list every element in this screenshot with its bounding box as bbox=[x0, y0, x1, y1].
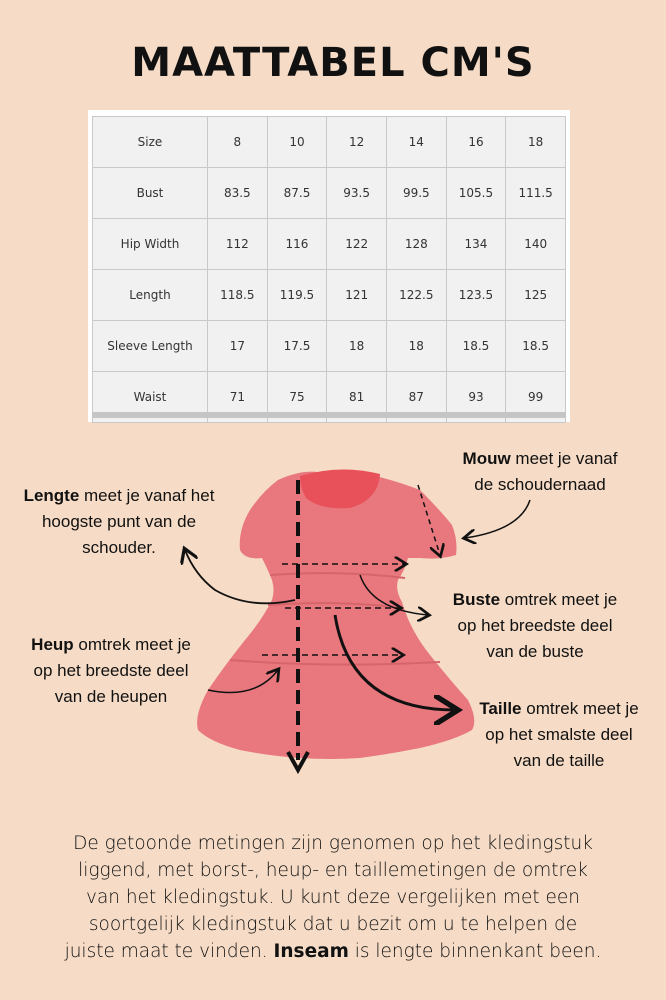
table-cell: 99.5 bbox=[386, 168, 446, 219]
table-cell: 119.5 bbox=[267, 270, 327, 321]
size-table bbox=[88, 110, 570, 422]
table-cell: 18.5 bbox=[506, 321, 566, 372]
table-row bbox=[93, 219, 566, 270]
table-cell: 71 bbox=[208, 372, 268, 423]
table-cell: 17.5 bbox=[267, 321, 327, 372]
table-row-label: Hip Width bbox=[93, 219, 208, 270]
table-cell: 14 bbox=[386, 117, 446, 168]
table-row bbox=[93, 270, 566, 321]
table-cell: 125 bbox=[506, 270, 566, 321]
table-cell: 93.5 bbox=[327, 168, 387, 219]
table-cell: 121 bbox=[327, 270, 387, 321]
table-cell: 87 bbox=[386, 372, 446, 423]
table-header-row bbox=[93, 117, 566, 168]
measurement-explanation: De getoonde metingen zijn genomen op het kledingstuk liggend, met borst-, heup- en taillemetingen de omtrek van het kledingstuk. U kunt deze vergelijken met een soortgelijk kledingstuk dat u bezit om u te helpen de juiste maat te vinden. Inseam is lengte binnenkant been. bbox=[64, 833, 602, 962]
table-cell: 87.5 bbox=[267, 168, 327, 219]
table-row bbox=[93, 321, 566, 372]
table-row bbox=[93, 168, 566, 219]
table-cell: 118.5 bbox=[208, 270, 268, 321]
table-cell: 93 bbox=[446, 372, 506, 423]
table-cell: 122 bbox=[327, 219, 387, 270]
table-cell: 123.5 bbox=[446, 270, 506, 321]
table-cell: 116 bbox=[267, 219, 327, 270]
table-cell: 105.5 bbox=[446, 168, 506, 219]
table-cell: 18.5 bbox=[446, 321, 506, 372]
table-cell: 12 bbox=[327, 117, 387, 168]
table-cell: 99 bbox=[506, 372, 566, 423]
table-cell: 16 bbox=[446, 117, 506, 168]
table-cell: 134 bbox=[446, 219, 506, 270]
table-cell: 18 bbox=[506, 117, 566, 168]
table-cell: 81 bbox=[327, 372, 387, 423]
table-cell: 111.5 bbox=[506, 168, 566, 219]
table-cell: 18 bbox=[386, 321, 446, 372]
table-cell: 8 bbox=[208, 117, 268, 168]
note-length: Lengte meet je vanaf het hoogste punt van de schouder. bbox=[23, 486, 215, 557]
table-row-label: Waist bbox=[93, 372, 208, 423]
table-cell: 18 bbox=[327, 321, 387, 372]
table-row-label: Bust bbox=[93, 168, 208, 219]
table-cell: 83.5 bbox=[208, 168, 268, 219]
note-sleeve: Mouw meet je vanaf de schoudernaad bbox=[462, 449, 618, 494]
table-cell: 112 bbox=[208, 219, 268, 270]
table-cell: 10 bbox=[267, 117, 327, 168]
table-scrollbar bbox=[92, 412, 566, 418]
table-row-label: Sleeve Length bbox=[93, 321, 208, 372]
page-title: MAATTABEL CM'S bbox=[131, 40, 535, 86]
table-cell: 17 bbox=[208, 321, 268, 372]
table-row-label: Length bbox=[93, 270, 208, 321]
table-cell: 128 bbox=[386, 219, 446, 270]
table-cell: 140 bbox=[506, 219, 566, 270]
table-row-label: Size bbox=[93, 117, 208, 168]
note-hip: Heup omtrek meet je op het breedste deel van de heupen bbox=[31, 635, 191, 706]
table-cell: 75 bbox=[267, 372, 327, 423]
note-waist: Taille omtrek meet je op het smalste deel van de taille bbox=[479, 699, 639, 770]
table-cell: 122.5 bbox=[386, 270, 446, 321]
note-bust: Buste omtrek meet je op het breedste deel van de buste bbox=[452, 590, 618, 661]
